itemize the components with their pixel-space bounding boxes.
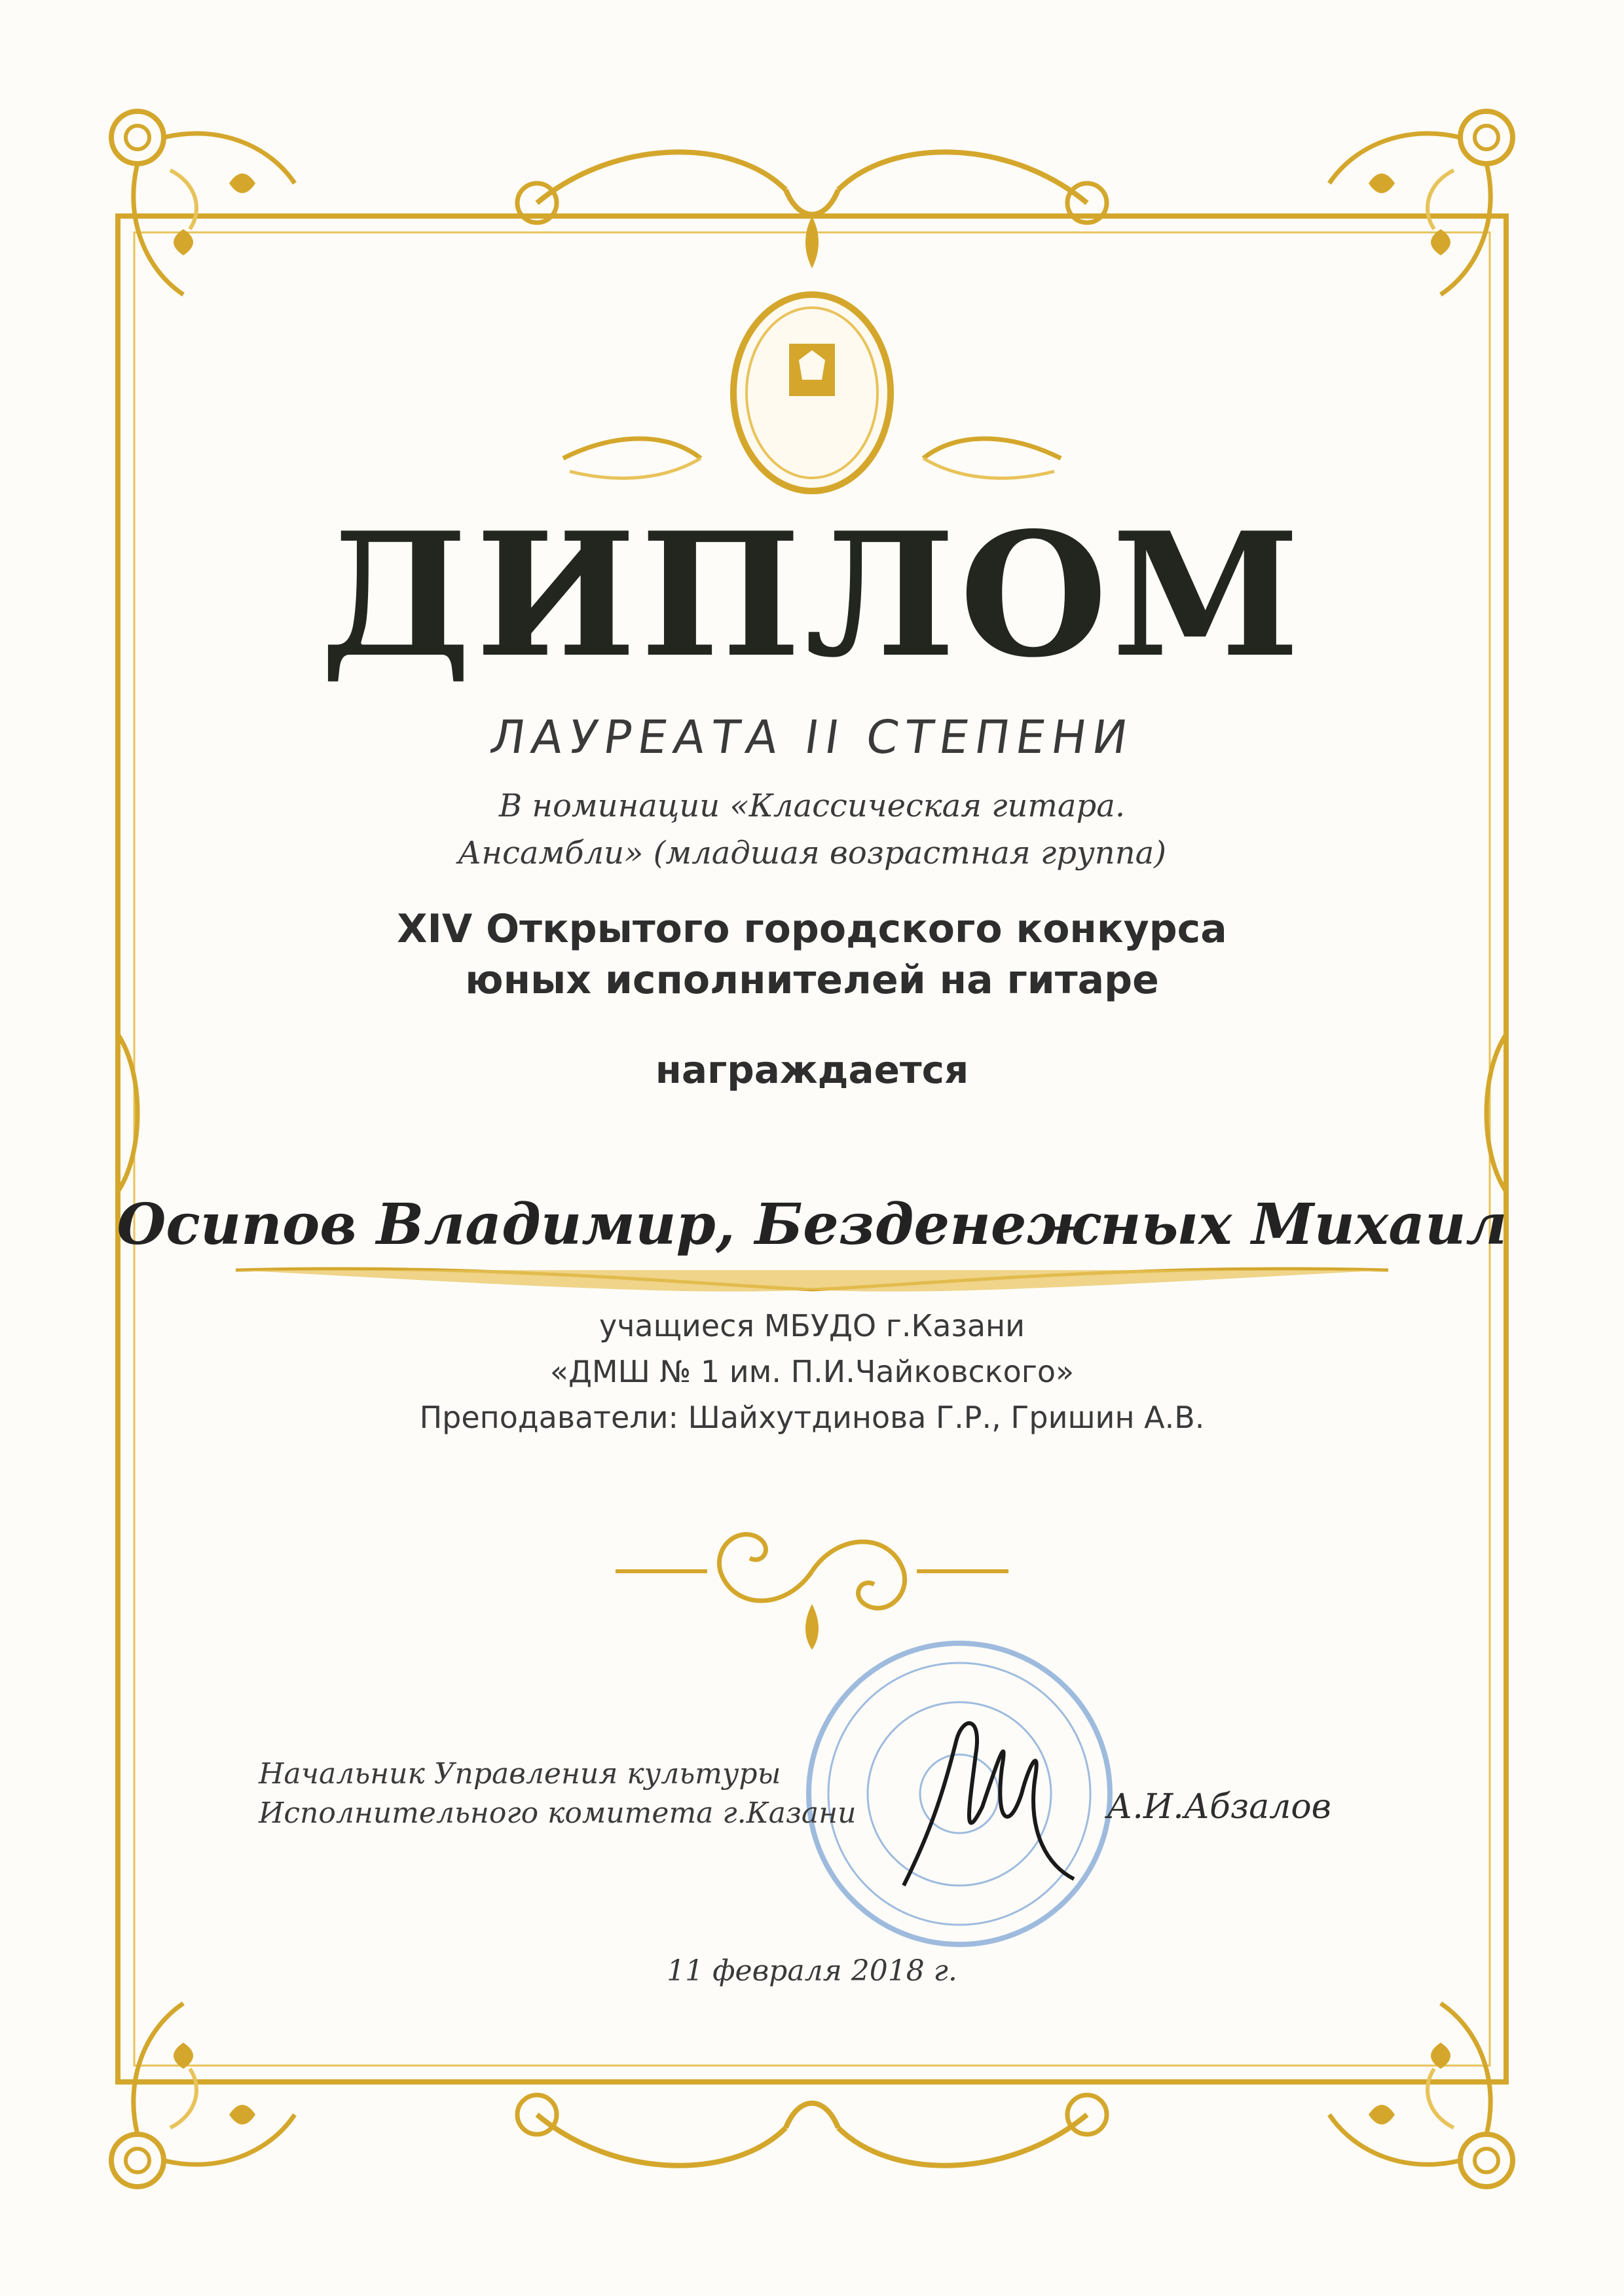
contest-line-1: XIV Открытого городского конкурса [397,906,1227,952]
laureate-degree-handwritten: ЛАУРЕАТА II СТЕПЕНИ [487,710,1137,764]
students-line-1: учащиеся МБУДО г.Казани [599,1308,1025,1343]
signer-position [259,1755,856,1833]
signer-name: А.И.Абзалов [1107,1787,1331,1827]
contest-line-2: юных исполнителей на гитаре [465,957,1159,1003]
signature-scribble [904,1723,1074,1886]
signer-line-2: Исполнительного комитета г.Казани [259,1796,857,1830]
diploma-title: ДИПЛОМ [320,496,1304,695]
nomination-line-2: Ансамбли» (младшая возрастная группа) [458,835,1166,871]
signer-line-1: Начальник Управления культуры [259,1757,781,1791]
issue-date: 11 февраля 2018 г. [667,1954,957,1988]
contest-name [0,903,1624,1006]
awarded-label: награждается [655,1048,969,1092]
nomination-text [0,782,1624,877]
students-info [0,1303,1624,1440]
recipient-names: Осипов Владимир, Безденежных Михаил [117,1192,1507,1258]
teachers-line: Преподаватели: Шайхутдинова Г.Р., Гришин А.В. [419,1400,1205,1435]
emblem-seal [733,295,891,491]
nomination-line-1: В номинации «Классическая гитара. [498,788,1126,824]
center-scroll-ornament [616,1535,1008,1650]
students-line-2: «ДМШ № 1 им. П.И.Чайковского» [549,1354,1075,1389]
